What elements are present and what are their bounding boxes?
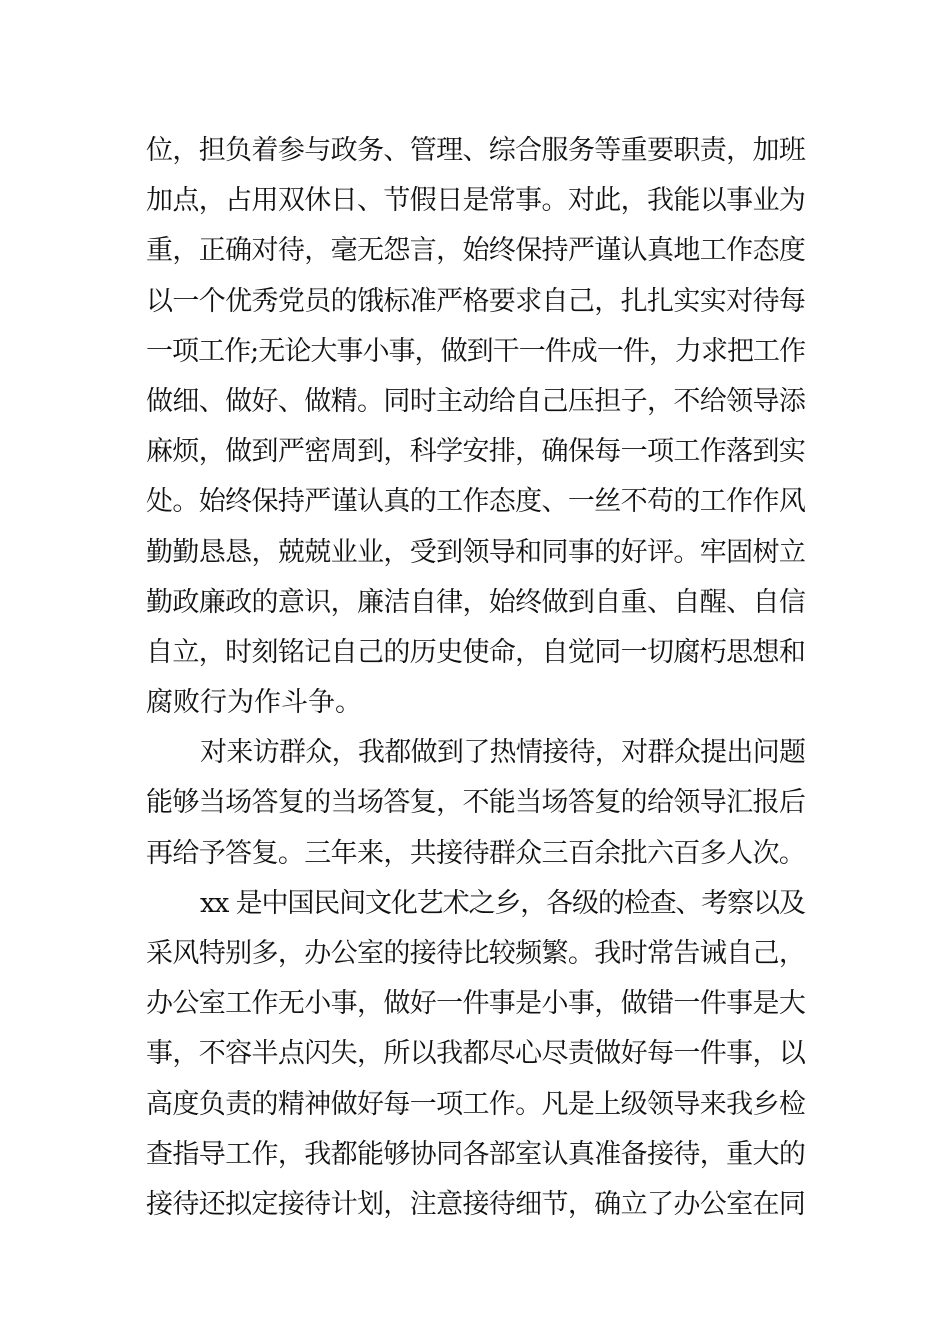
text-line: 加点，占用双休日、节假日是常事。对此，我能以事业为 xyxy=(146,185,806,217)
text-line: 高度负责的精神做好每一项工作。凡是上级领导来我乡检 xyxy=(146,1088,806,1120)
text-line: 再给予答复。三年来，共接待群众三百余批六百多人次。 xyxy=(146,837,806,869)
text-line: 一项工作;无论大事小事，做到干一件成一件，力求把工作 xyxy=(146,335,806,367)
text-line: 勤政廉政的意识，廉洁自律，始终做到自重、自醒、自信 xyxy=(146,586,806,618)
text-line: 能够当场答复的当场答复，不能当场答复的给领导汇报后 xyxy=(146,787,806,819)
text-line: 麻烦，做到严密周到，科学安排，确保每一项工作落到实 xyxy=(146,436,806,468)
text-line: 重，正确对待，毫无怨言，始终保持严谨认真地工作态度 xyxy=(146,235,806,267)
text-line: 做细、做好、做精。同时主动给自己压担子，不给领导添 xyxy=(146,385,806,417)
text-line: 勤勤恳恳，兢兢业业，受到领导和同事的好评。牢固树立 xyxy=(146,536,806,568)
text-line: 采风特别多，办公室的接待比较频繁。我时常告诫自己， xyxy=(146,938,806,969)
text-line: 事，不容半点闪失，所以我都尽心尽责做好每一件事，以 xyxy=(146,1038,806,1070)
text-line: 接待还拟定接待计划，注意接待细节，确立了办公室在同 xyxy=(146,1188,806,1220)
text-line: 位，担负着参与政务、管理、综合服务等重要职责，加班 xyxy=(146,135,806,166)
text-line: xx 是中国民间文化艺术之乡，各级的检查、考察以及 xyxy=(200,887,805,919)
text-line: 腐败行为作斗争。 xyxy=(146,687,362,719)
text-line: 处。始终保持严谨认真的工作态度、一丝不苟的工作作风 xyxy=(146,486,806,518)
text-line: 查指导工作，我都能够协同各部室认真准备接待，重大的 xyxy=(146,1138,806,1170)
text-line: 自立，时刻铭记自己的历史使命，自觉同一切腐朽思想和 xyxy=(146,636,806,668)
body-text xyxy=(146,126,806,1230)
text-line: 办公室工作无小事，做好一件事是小事，做错一件事是大 xyxy=(146,988,806,1020)
text-line: 以一个优秀党员的饿标准严格要求自己，扎扎实实对待每 xyxy=(146,285,806,317)
text-line: 对来访群众，我都做到了热情接待，对群众提出问题 xyxy=(200,737,806,769)
